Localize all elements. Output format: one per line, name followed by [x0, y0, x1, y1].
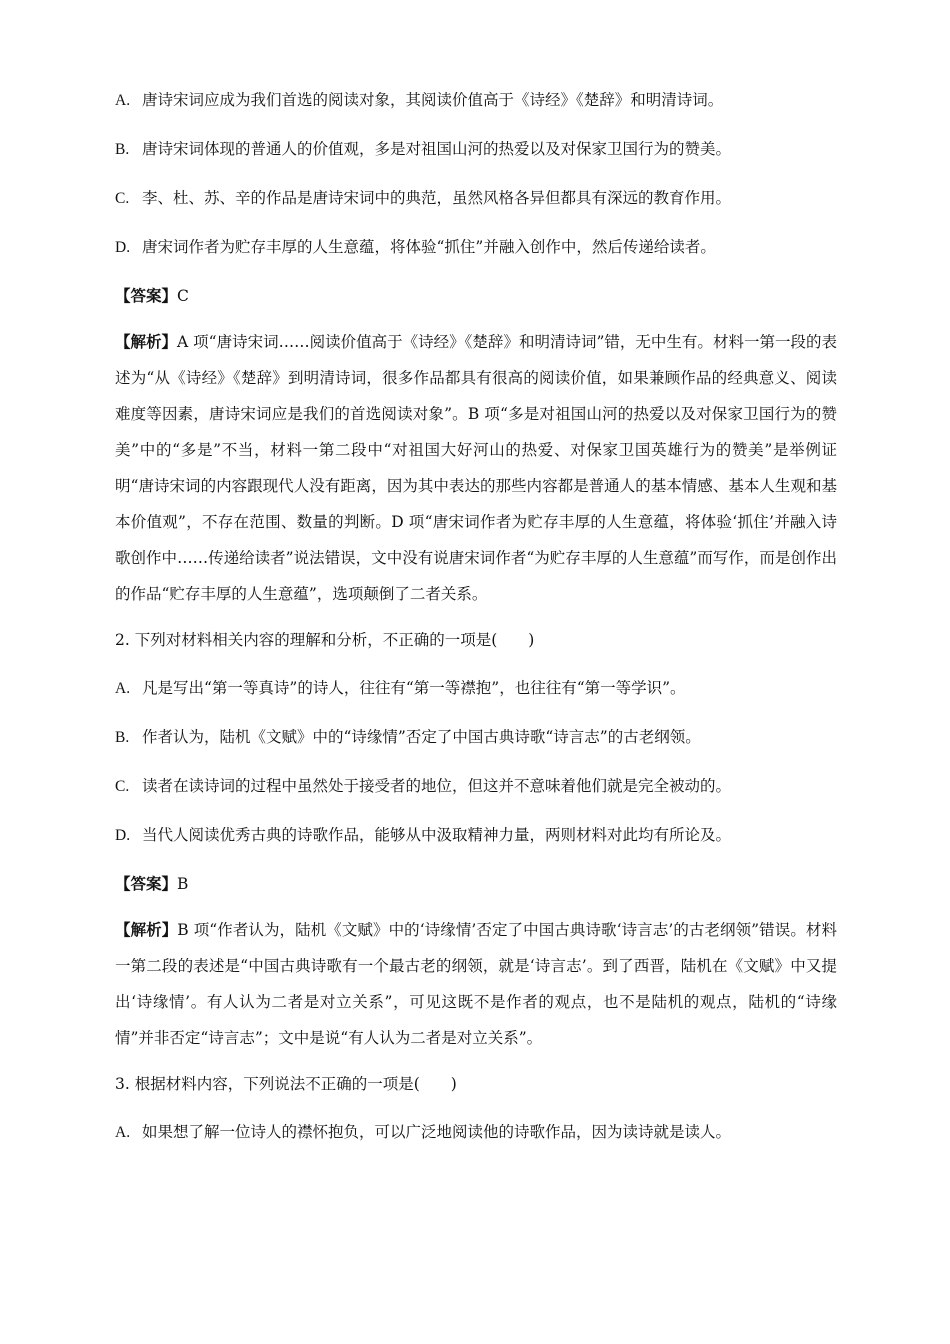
analysis-text: B 项“作者认为，陆机《文赋》中的‘诗缘情’否定了中国古典诗歌‘诗言志’的古老纲领”错误。材料一第二段的表述是“中国古典诗歌有一个最古老的纲领，就是‘诗言志’。到了西晋，陆机在《文赋》中又提出‘诗缘情’。有人认为二者是对立关系”，可见这既不是作者的观点，也不是陆机的观点，陆机的“诗缘情”并非否定“诗言志”；文中是说“有人认为二者是对立关系”。 — [115, 921, 837, 1047]
option-text: 唐诗宋词体现的普通人的价值观，多是对祖国山河的热爱以及对保家卫国行为的赞美。 — [142, 140, 732, 158]
option-d — [115, 817, 837, 854]
option-text: 如果想了解一位诗人的襟怀抱负，可以广泛地阅读他的诗歌作品，因为读诗就是读人。 — [142, 1123, 732, 1141]
question-stem: 2. 下列对材料相关内容的理解和分析，不正确的一项是( ) — [115, 631, 535, 649]
option-label: B. — [115, 729, 130, 746]
option-label: D. — [115, 239, 131, 256]
option-text: 凡是写出“第一等真诗”的诗人，往往有“第一等襟抱”，也往往有“第一等学识”。 — [142, 679, 686, 697]
option-label: A. — [115, 680, 131, 697]
option-label: A. — [115, 1124, 131, 1141]
analysis-tag: 【解析】 — [115, 920, 178, 939]
option-a — [115, 670, 837, 707]
analysis-text: A 项“唐诗宋词……阅读价值高于《诗经》《楚辞》和明清诗词”错，无中生有。材料一第一段的表述为“从《诗经》《楚辞》到明清诗词，很多作品都具有很高的阅读价值，如果兼顾作品的经典意义、阅读难度等因素，唐诗宋词应是我们的首选阅读对象”。B 项“多是对祖国山河的热爱以及对保家卫国行为的赞美”中的“多是”不当，材料一第二段中“对祖国大好河山的热爱、对保家卫国英雄行为的赞美”是举例证明“唐诗宋词的内容跟现代人没有距离，因为其中表达的那些内容都是普通人的基本情感、基本人生观和基本价值观”，不存在范围、数量的判断。D 项“唐宋词作者为贮存丰厚的人生意蕴，将体验‘抓住’并融入诗歌创作中……传递给读者”说法错误，文中没有说唐宋词作者“为贮存丰厚的人生意蕴”而写作，而是创作出的作品“贮存丰厚的人生意蕴”，选项颠倒了二者关系。 — [115, 333, 837, 603]
option-c — [115, 180, 837, 217]
option-b — [115, 131, 837, 168]
analysis-tag: 【解析】 — [115, 332, 178, 351]
option-text: 唐诗宋词应成为我们首选的阅读对象，其阅读价值高于《诗经》《楚辞》和明清诗词。 — [142, 91, 724, 109]
option-d — [115, 229, 837, 266]
answer-line — [115, 278, 837, 314]
option-label: D. — [115, 827, 131, 844]
option-label: A. — [115, 92, 131, 109]
analysis-paragraph — [115, 324, 837, 612]
answer-value: B — [177, 875, 189, 893]
option-text: 当代人阅读优秀古典的诗歌作品，能够从中汲取精神力量，两则材料对此均有所论及。 — [142, 826, 732, 844]
option-label: C. — [115, 778, 130, 795]
option-c — [115, 768, 837, 805]
question-stem: 3. 根据材料内容，下列说法不正确的一项是( ) — [115, 1075, 457, 1093]
option-text: 读者在读诗词的过程中虽然处于接受者的地位，但这并不意味着他们就是完全被动的。 — [142, 777, 732, 795]
answer-tag: 【答案】 — [115, 286, 178, 305]
document-page — [115, 82, 837, 1163]
answer-line — [115, 866, 837, 902]
answer-value: C — [177, 287, 189, 305]
option-text: 李、杜、苏、辛的作品是唐诗宋词中的典范，虽然风格各异但都具有深远的教育作用。 — [142, 189, 732, 207]
analysis-paragraph — [115, 912, 837, 1056]
option-label: C. — [115, 190, 130, 207]
option-text: 作者认为，陆机《文赋》中的“诗缘情”否定了中国古典诗歌“诗言志”的古老纲领。 — [142, 728, 701, 746]
option-a — [115, 1114, 837, 1151]
option-label: B. — [115, 141, 130, 158]
option-text: 唐宋词作者为贮存丰厚的人生意蕴，将体验“抓住”并融入创作中，然后传递给读者。 — [142, 238, 716, 256]
option-a — [115, 82, 837, 119]
answer-tag: 【答案】 — [115, 874, 178, 893]
option-b — [115, 719, 837, 756]
